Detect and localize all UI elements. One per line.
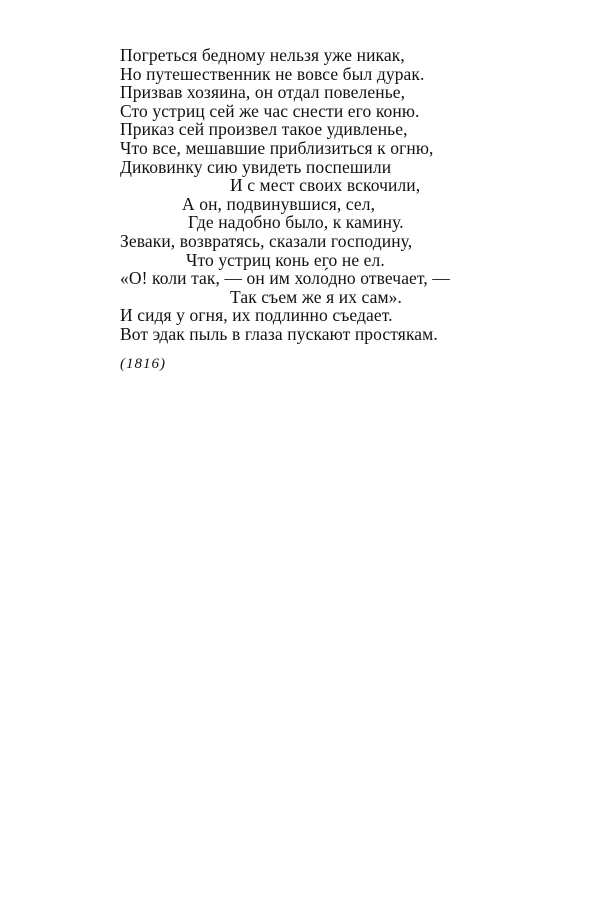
poem-line: Призвав хозяина, он отдал повеленье,	[120, 82, 406, 103]
poem-text	[120, 46, 580, 344]
poem-line: И с мест своих вскочили,	[230, 175, 421, 196]
poem-line: И сидя у огня, их подлинно съедает.	[120, 305, 393, 326]
poem-line: «О! коли так, — он им холо́дно отвечает, —	[120, 268, 450, 289]
poem-line: Но путешественник не вовсе был дурак.	[120, 63, 425, 84]
poem-line: Приказ сей произвел такое удивленье,	[120, 119, 408, 140]
poem-line: Что все, мешавшие приблизиться к огню,	[120, 137, 434, 158]
poem-date: (1816)	[120, 356, 166, 372]
poem-line: Где надобно было, к камину.	[188, 212, 404, 233]
poem-line: А он, подвинувшися, сел,	[182, 193, 376, 214]
poem-line: Вот эдак пыль в глаза пускают простякам.	[120, 323, 438, 344]
poem-line: Сто устриц сей же час снести его коню.	[120, 100, 420, 121]
poem-line: Что устриц конь его не ел.	[186, 249, 385, 270]
poem-line: Диковинку сию увидеть поспешили	[120, 156, 392, 177]
poem-line: Зеваки, возвратясь, сказали господину,	[120, 230, 413, 251]
poem-line: Погреться бедному нельзя уже никак,	[120, 45, 405, 65]
poem-line: Так съем же я их сам».	[230, 286, 402, 307]
